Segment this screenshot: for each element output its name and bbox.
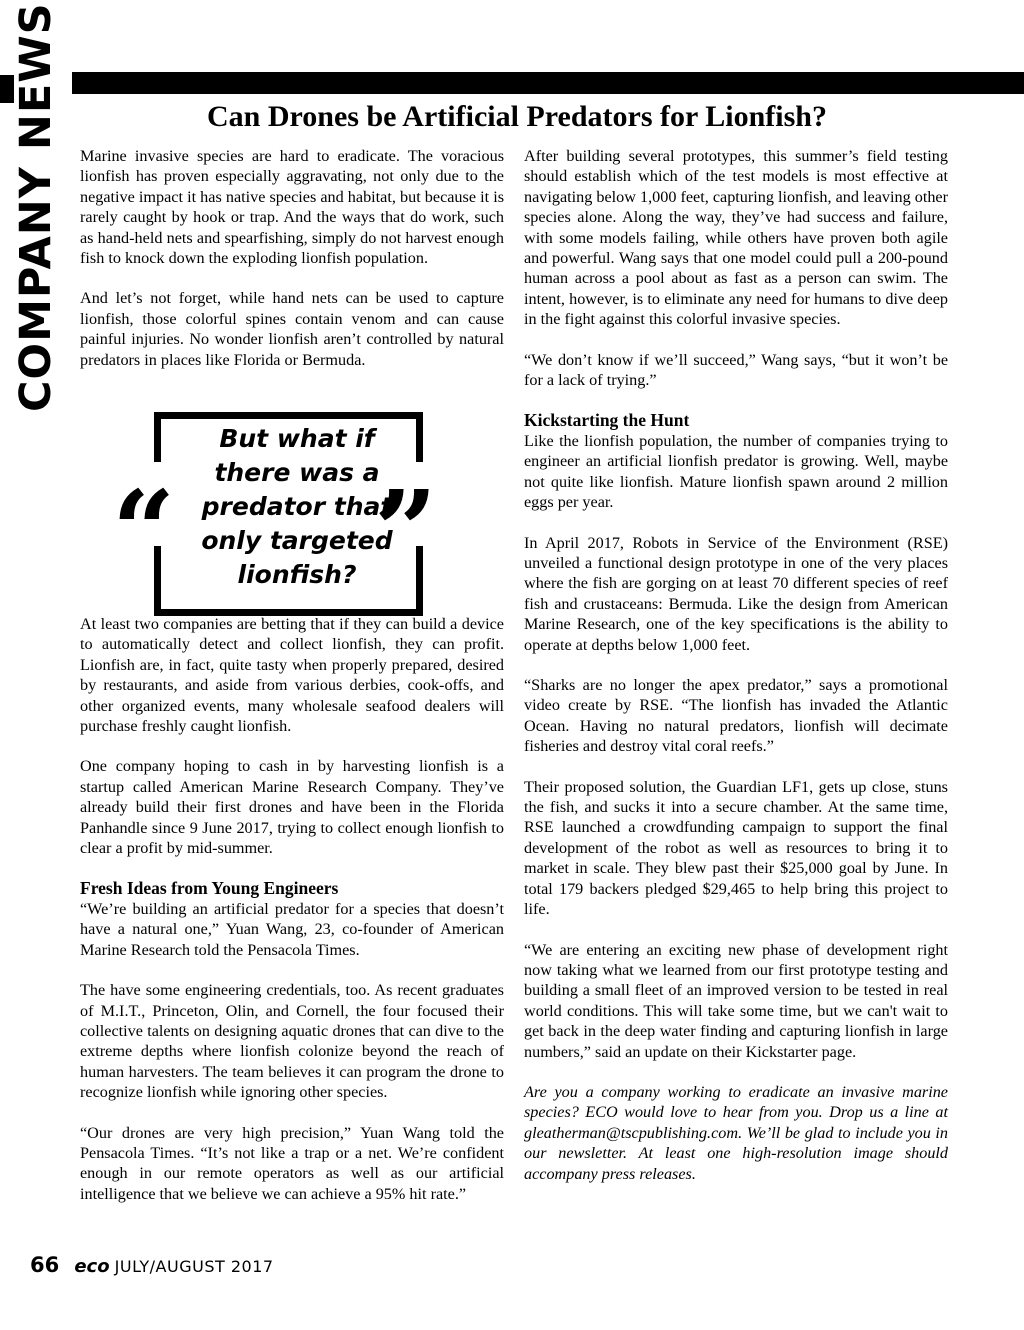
- paragraph: “Sharks are no longer the apex predator,” says a promotional video create by RSE. “The lionfish has invaded the Atlantic Ocean. Having no natural predators, lionfish will decimate fisheries and destroy vital coral reefs.”: [524, 676, 948, 756]
- pull-quote-text: But what if there was a predator that only targeted lionfish?: [201, 424, 393, 589]
- page-footer: [30, 1253, 274, 1277]
- paragraph: “We are entering an exciting new phase of development right now taking what we learned from our first prototype testing and building a small fleet of an improved version to be tested in real world conditions. This will take some time, but we can't wait to get back in the deep water finding and capturing lionfish in large numbers,” said an update on their Kickstarter page.: [524, 940, 948, 1061]
- issue-date: JULY/AUGUST 2017: [114, 1257, 274, 1276]
- pull-quote: [112, 412, 462, 610]
- paragraph: Marine invasive species are hard to eradicate. The voracious lionfish has proven especially aggravating, not only due to the negative impact it has native species and habitat, but because it is rarely caught by hook or trap. And the ways that do work, such as hand-held nets and spearfishing, simply do not harvest enough fish to knock down the exploding lionfish population.: [80, 147, 504, 268]
- magazine-brand: eco: [74, 1256, 110, 1277]
- paragraph: The have some engineering credentials, too. As recent graduates of M.I.T., Princeton, Olin, and Cornell, the four focused their collective talents on designing aquatic drones that can dive to the extreme depths where lionfish colonize beyond the reach of human harvesters. The team believes it can program the drone to recognize lionfish while ignoring other species.: [80, 981, 504, 1102]
- left-column-top: [80, 146, 504, 370]
- subheading: Fresh Ideas from Young Engineers: [80, 878, 339, 899]
- paragraph: In April 2017, Robots in Service of the Environment (RSE) unveiled a functional design prototype in one of the very places where the fish are gorging on at least 70 different species of reef fish and crustaceans: Bermuda. Like the design from American Marine Research, one of the key specifications is the ability to operate at depths below 1,000 feet.: [524, 533, 948, 654]
- page-number: 66: [30, 1253, 60, 1277]
- subheading: Kickstarting the Hunt: [524, 410, 690, 431]
- top-rule: [72, 72, 1024, 94]
- right-column: [524, 146, 948, 1184]
- callout-paragraph: Are you a company working to eradicate an invasive marine species? ECO would love to hear from you. Drop us a line at gleatherman@tscpublishing.com. We’ll be glad to include you in our newsletter. At least one high-resolution image should accompany press releases.: [524, 1082, 948, 1183]
- close-quote-mark: ”: [374, 466, 438, 595]
- paragraph: One company hoping to cash in by harvesting lionfish is a startup called American Marine Research Company. They’ve already build their first drones and have been in the Florida Panhandle since 9 June 2017, trying to collect enough lionfish to clear a profit by mid-summer.: [80, 757, 504, 858]
- paragraph: “Our drones are very high precision,” Yuan Wang told the Pensacola Times. “It’s not like a trap or a net. We’re confident enough in our remote operators as well as our artificial intelligence that we believe we can achieve a 95% hit rate.”: [80, 1123, 504, 1203]
- paragraph: And let’s not forget, while hand nets can be used to capture lionfish, those colorful spines contain venom and can cause painful injuries. No wonder lionfish aren’t controlled by natural predators in places like Florida or Bermuda.: [80, 289, 504, 369]
- paragraph: At least two companies are betting that if they can build a device to automatically detect and collect lionfish, they can profit. Lionfish are, in fact, quite tasty when properly prepared, desired by restaurants, and aside from various derbies, cook-offs, and other organized events, many wholesale seafood dealers will purchase freshly caught lionfish.: [80, 615, 504, 736]
- paragraph: After building several prototypes, this summer’s field testing should establish which of the test models is most effective at navigating below 1,000 feet, capturing lionfish, and leaving other species alone. Along the way, they’ve had success and failure, with some models failing, while others have proven both agile and powerful. Wang says that one model could pull a 200-pound human across a pool about as fast as a person can swim. The intent, however, is to eliminate any need for humans to dive deep in the fight against this colorful invasive species.: [524, 147, 948, 329]
- left-column-bottom: [80, 614, 504, 1204]
- paragraph: “We don’t know if we’ll succeed,” Wang says, “but it won’t be for a lack of trying.”: [524, 350, 948, 390]
- paragraph: Their proposed solution, the Guardian LF1, gets up close, stuns the fish, and sucks it into a secure chamber. At the same time, RSE launched a crowdfunding campaign to support the final development of the robot as well as resources to bring it to market in scale. They blew past their $25,000 goal by June. In total 179 backers pledged $29,465 to help bring this project to life.: [524, 777, 948, 919]
- paragraph: Like the lionfish population, the number of companies trying to engineer an artificial lionfish predator is growing. Well, maybe not quite like lionfish. Mature lionfish spawn around 2 million eggs per year.: [524, 431, 948, 512]
- paragraph: “We’re building an artificial predator for a species that doesn’t have a natural one,” Yuan Wang, 23, co-founder of American Marine Research told the Pensacola Times.: [80, 899, 504, 959]
- article-title: Can Drones be Artificial Predators for Lionfish?: [207, 100, 827, 133]
- open-quote-mark: “: [112, 466, 176, 595]
- section-label: COMPANY NEWS: [11, 2, 61, 412]
